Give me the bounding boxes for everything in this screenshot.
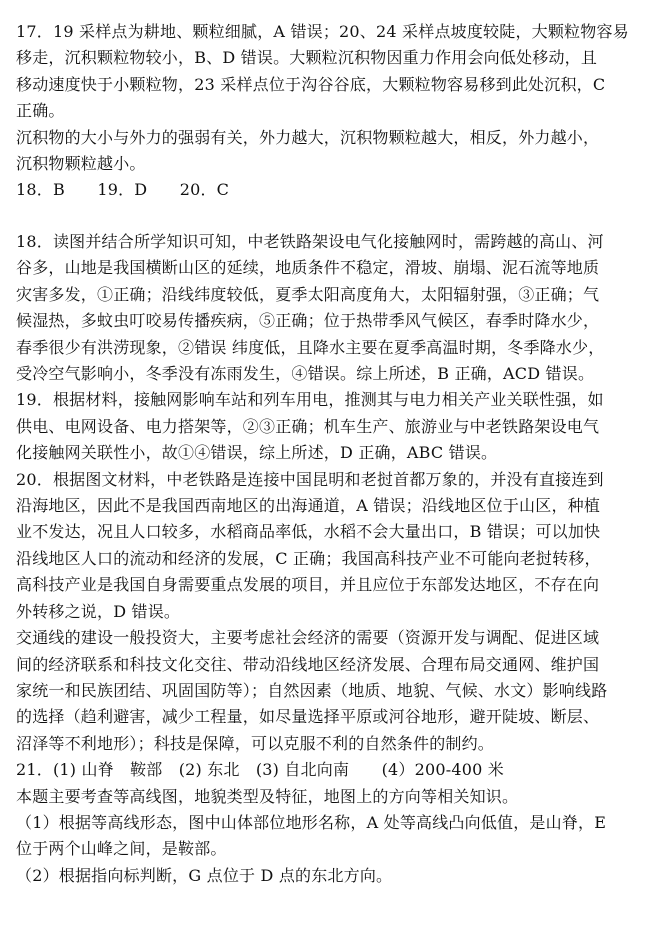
- text-line: （1）根据等高线形态，图中山体部位地形名称，A 处等高线凸向低值，是山脊，E: [16, 812, 607, 832]
- text-line: 沿线地区人口的流动和经济的发展，C 正确；我国高科技产业不可能向老挝转移，: [16, 548, 601, 568]
- text-line: 位于两个山峰之间，是鞍部。: [16, 839, 227, 859]
- text-line: 本题主要考查等高线图，地貌类型及特征，地图上的方向等相关知识。: [16, 786, 519, 806]
- text-line: 18．B 19．D 20．C: [16, 180, 230, 200]
- text-line: 外转移之说，D 错误。: [16, 601, 181, 621]
- text-line: 移走，沉积颗粒物较小，B、D 错误。大颗粒沉积物因重力作用会向低处移动，且: [16, 48, 598, 68]
- text-line: 业不发达，况且人口较多，水稻商品率低，水稻不会大量出口，B 错误；可以加快: [16, 522, 601, 542]
- text-line: （2）根据指向标判断，G 点位于 D 点的东北方向。: [16, 865, 393, 885]
- text-line: 高科技产业是我国自身需要重点发展的项目，并且应位于东部发达地区，不存在向: [16, 575, 600, 595]
- text-line: 供电、电网设备、电力搭架等，②③正确；机车生产、旅游业与中老铁路架设电气: [16, 416, 600, 436]
- text-line: 化接触网关联性小，故①④错误，综上所述，D 正确，ABC 错误。: [16, 443, 498, 463]
- text-line: 正确。: [16, 101, 65, 121]
- text-line: 移动速度快于小颗粒物，23 采样点位于沟谷谷底，大颗粒物容易移到此处沉积，C: [16, 74, 606, 94]
- text-line: 21．(1) 山脊 鞍部 (2) 东北 (3) 自北向南 (4）200-400 米: [16, 760, 505, 780]
- text-line: 春季很少有洪涝现象，②错误 纬度低，且降水主要在夏季高温时期，冬季降水少，: [16, 337, 605, 357]
- answer-block-17-20: [16, 19, 642, 204]
- text-line: 的选择（趋利避害，减少工程量，如尽量选择平原或河谷地形，避开陡坡、断层、: [16, 707, 600, 727]
- text-line: 18．读图并结合所学知识可知，中老铁路架设电气化接触网时，需跨越的高山、河: [16, 232, 604, 251]
- answer-block-explanations: [16, 229, 642, 889]
- text-line: 19．根据材料，接触网影响车站和列车用电，推测其与电力相关产业关联性强，如: [16, 390, 604, 410]
- text-line: 交通线的建设一般投资大，主要考虑社会经济的需要（资源开发与调配、促进区域: [16, 628, 600, 648]
- text-line: 受冷空气影响小，冬季没有冻雨发生，④错误。综上所述，B 正确，ACD 错误。: [16, 364, 595, 384]
- text-line: 谷多，山地是我国横断山区的延续，地质条件不稳定，滑坡、崩塌、泥石流等地质: [16, 258, 600, 278]
- text-line: 间的经济联系和科技文化交往、带动沿线地区经济发展、合理布局交通网、维护国: [16, 654, 600, 674]
- text-line: 灾害多发，①正确；沿线纬度较低，夏季太阳高度角大，太阳辐射强，③正确；气: [16, 284, 600, 304]
- text-line: 沉积物颗粒越小。: [16, 154, 146, 174]
- text-line: 17．19 采样点为耕地、颗粒细腻，A 错误；20、24 采样点坡度较陡，大颗粒物容易: [16, 22, 629, 41]
- text-line: 沿海地区，因此不是我国西南地区的出海通道，A 错误；沿线地区位于山区，种植: [16, 496, 601, 516]
- text-line: 沉积物的大小与外力的强弱有关，外力越大，沉积物颗粒越大，相反，外力越小，: [16, 127, 600, 147]
- text-line: 20．根据图文材料，中老铁路是连接中国昆明和老挝首都万象的，并没有直接连到: [16, 469, 604, 489]
- text-line: 沼泽等不利地形）；科技是保障，可以克服不利的自然条件的制约。: [16, 733, 495, 753]
- text-line: 候湿热，多蚊虫叮咬易传播疾病，⑤正确；位于热带季风气候区，春季时降水少，: [16, 311, 600, 331]
- text-line: 家统一和民族团结、巩固国防等）；自然因素（地质、地貌、气候、水文）影响线路: [16, 680, 608, 700]
